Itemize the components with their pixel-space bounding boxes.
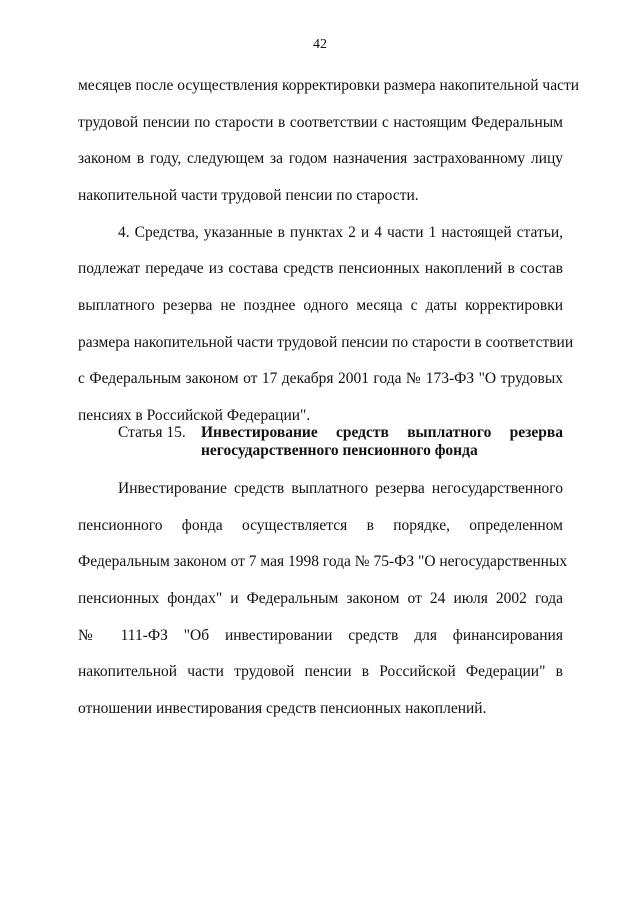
article-title xyxy=(201,424,563,460)
paragraph-3-line: № 111-ФЗ "Об инвестировании средств для финансирования xyxy=(78,627,563,644)
paragraph-2-line: пенсиях в Российской Федерации". xyxy=(78,407,311,424)
paragraph-1-line: законом в году, следующем за годом назначения застрахованному лицу xyxy=(78,150,563,167)
paragraph-2-line: подлежат передаче из состава средств пенсионных накоплений в состав xyxy=(78,260,563,277)
page-number: 42 xyxy=(313,37,327,52)
paragraph-2-line: с Федеральным законом от 17 декабря 2001 года № 173-ФЗ "О трудовых xyxy=(78,370,563,387)
paragraph-2-line: 4. Средства, указанные в пунктах 2 и 4 части 1 настоящей статьи, xyxy=(118,224,563,241)
paragraph-3-line: пенсионных фондах" и Федеральным законом от 24 июля 2002 года xyxy=(78,590,563,607)
article-title-line: негосударственного пенсионного фонда xyxy=(201,442,478,459)
paragraph-3-line: накопительной части трудовой пенсии в Российской Федерации" в xyxy=(78,663,563,680)
paragraph-3-line: пенсионного фонда осуществляется в порядке, определенном xyxy=(78,517,563,534)
paragraph-1-line: месяцев после осуществления корректировки размера накопительной части xyxy=(78,77,580,94)
paragraph-3-line: Инвестирование средств выплатного резерва негосударственного xyxy=(118,480,563,497)
paragraph-2-line: размера накопительной части трудовой пенсии по старости в соответствии xyxy=(78,334,574,351)
paragraph-2-line: выплатного резерва не позднее одного месяца с даты корректировки xyxy=(78,297,563,314)
article-title-line: Инвестирование средств выплатного резерва xyxy=(201,424,563,441)
paragraph-1-line: трудовой пенсии по старости в соответствии с настоящим Федеральным xyxy=(78,114,563,131)
paragraph-3-line: Федеральным законом от 7 мая 1998 года № 75-ФЗ "О негосударственных xyxy=(78,553,568,570)
paragraph-1-line: накопительной части трудовой пенсии по старости. xyxy=(78,187,419,204)
article-number: Статья 15. xyxy=(118,424,186,441)
paragraph-3-line: отношении инвестирования средств пенсионных накоплений. xyxy=(78,700,487,717)
